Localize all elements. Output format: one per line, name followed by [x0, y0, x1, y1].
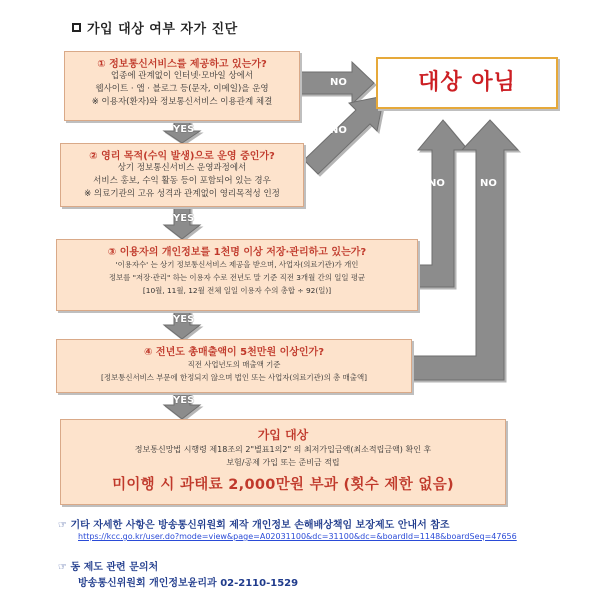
- step-1-line-2: 웹사이트 · 앱 · 블로그 등(문자, 이메일)을 운영: [95, 84, 269, 94]
- result-line-1: 정보통신망법 시행령 제18조의 2"별표1의2" 의 최저가입금액(최소적립금액) 확인 후: [134, 445, 432, 454]
- info-reference: ☞ 기타 자세한 사항은 방송통신위원회 제작 개인정보 손해배상책임 보장제도 안내서 참조: [58, 520, 450, 531]
- step-1-line-3: ※ 이용자(환자)와 정보통신서비스 이용관계 체결: [91, 97, 273, 107]
- step-3-line-2: 정보를 "저장·관리" 하는 이용자 수로 전년도 말 기준 직전 3개월 간의 일일 평균: [108, 273, 366, 282]
- no-arrow-3: [418, 120, 468, 287]
- not-target-box: [376, 57, 558, 109]
- step-box-2: [60, 143, 304, 207]
- no-label-2: NO: [330, 125, 347, 136]
- step-2-question: ② 영리 목적(수익 발생)으로 운영 중인가?: [89, 151, 275, 162]
- square-bullet-icon: [72, 23, 81, 32]
- yes-label-3: YES: [173, 314, 195, 325]
- contact-title: ☞ 동 제도 관련 문의처: [58, 562, 159, 573]
- reference-link[interactable]: https://kcc.go.kr/user.do?mode=view&page=A02031100&dc=31100&dc=&boardId=1148&boardSeq=47656: [78, 532, 517, 541]
- step-box-3: [56, 239, 418, 311]
- step-3-line-3: [10월, 11월, 12월 전체 일일 이용자 수의 총합 ÷ 92(일)]: [142, 286, 332, 295]
- page-title: [72, 18, 238, 37]
- penalty-text: 미이행 시 과태료 2,000만원 부과 (횟수 제한 없음): [112, 477, 454, 493]
- step-1-question: ① 정보통신서비스를 제공하고 있는가?: [97, 59, 267, 70]
- result-title: 가입 대상: [257, 428, 309, 442]
- step-2-line-3: ※ 의료기관의 고유 성격과 관계없이 영리목적성 인정: [84, 189, 280, 199]
- step-4-line-2: [정보통신서비스 부문에 한정되지 않으며 법인 또는 사업자(의료기관)의 총 매출액]: [101, 373, 367, 382]
- step-4-question: ④ 전년도 총매출액이 5천만원 이상인가?: [143, 347, 325, 358]
- yes-label-4: YES: [173, 395, 195, 406]
- not-target-label: 대상 아님: [418, 70, 516, 95]
- contact-info: 방송통신위원회 개인정보윤리과 02-2110-1529: [78, 578, 299, 589]
- no-label-1: NO: [330, 77, 347, 88]
- step-3-line-1: '이용자수' 는 상기 정보통신서비스 제공을 받으며, 사업자(의료기관)가 개인: [115, 260, 359, 269]
- step-2-line-1: 상기 정보통신서비스 운영과정에서: [117, 163, 247, 173]
- result-box: [60, 419, 506, 505]
- page-title-text: 가입 대상 여부 자가 진단: [87, 22, 238, 37]
- step-3-question: ③ 이용자의 개인정보를 1천명 이상 저장·관리하고 있는가?: [107, 247, 367, 258]
- yes-label-1: YES: [173, 124, 195, 135]
- step-2-line-2: 서비스 홍보, 수익 활동 등이 포함되어 있는 경우: [93, 176, 271, 186]
- no-label-3: NO: [428, 178, 445, 189]
- step-box-1: [64, 51, 300, 121]
- no-label-4: NO: [480, 178, 497, 189]
- no-arrow-4: [412, 120, 518, 380]
- step-box-4: [56, 339, 412, 393]
- yes-label-2: YES: [173, 213, 195, 224]
- result-line-2: 보험/공제 가입 또는 준비금 적립: [226, 458, 340, 467]
- step-1-line-1: 업종에 관계없이 인터넷·모바일 상에서: [110, 71, 254, 81]
- step-4-line-1: 직전 사업년도의 매출액 기준: [187, 360, 281, 369]
